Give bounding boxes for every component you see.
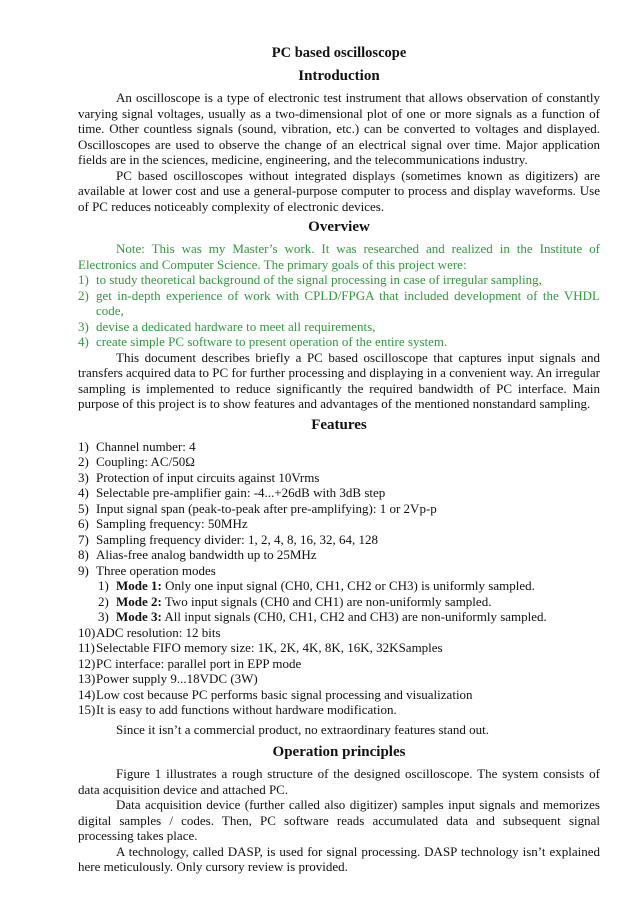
list-text: Channel number: 4 (96, 438, 196, 454)
list-item (78, 625, 600, 641)
mode-label: Mode 1: (116, 578, 162, 593)
list-item (78, 671, 600, 687)
list-number: 6) (78, 516, 89, 531)
list-text: Selectable FIFO memory size: 1K, 2K, 4K, 8K, 16K, 32KSamples (96, 640, 443, 655)
list-text: Two input signals (CH0 and CH1) are non-uniformly sampled. (161, 593, 492, 609)
list-item (78, 334, 600, 350)
list-item (78, 454, 600, 470)
list-text: It is easy to add functions without hardware modification. (96, 702, 397, 717)
list-number: 2) (78, 454, 89, 469)
introduction-heading: Introduction (298, 68, 380, 84)
list-item (78, 470, 600, 486)
list-item (78, 439, 600, 455)
list-text: PC interface: parallel port in EPP mode (96, 655, 302, 671)
list-number: 12) (78, 655, 96, 671)
features-heading: Features (311, 416, 367, 433)
overview-note: Note: This was my Master’s work. It was researched and realized in the Institute of Electronics and Computer Science. The primary goals of this project were: (78, 241, 600, 272)
list-item (78, 563, 600, 579)
list-text: ADC resolution: 12 bits (96, 624, 221, 640)
list-number: 8) (78, 547, 89, 562)
mode-label: Mode 3: (116, 609, 162, 624)
overview-heading: Overview (308, 219, 370, 235)
list-number: 1) (78, 438, 89, 454)
list-item (78, 485, 600, 501)
list-number: 2) (78, 287, 89, 303)
list-number: 2) (98, 593, 109, 609)
list-number: 3) (78, 318, 89, 334)
list-number: 10) (78, 624, 96, 640)
list-item (78, 594, 600, 610)
document-title: PC based oscilloscope (271, 45, 407, 61)
list-item (78, 288, 600, 319)
list-text: Coupling: AC/50Ω (96, 454, 195, 469)
list-text: Three operation modes (96, 562, 216, 578)
list-number: 15) (78, 702, 96, 717)
list-text: Protection of input circuits against 10Vrms (96, 469, 320, 485)
features-list (78, 439, 600, 579)
list-number: 14) (78, 686, 96, 702)
list-item (78, 702, 600, 718)
list-item (78, 272, 600, 288)
mode-label: Mode 2: (116, 593, 162, 609)
list-item (78, 516, 600, 532)
list-item (78, 656, 600, 672)
list-number: 1) (78, 272, 89, 287)
list-number: 1) (98, 578, 109, 593)
list-item (78, 687, 600, 703)
list-item (78, 640, 600, 656)
list-item (78, 578, 600, 594)
list-text: create simple PC software to present operation of the entire system. (96, 334, 448, 349)
list-number: 13) (78, 671, 96, 686)
list-text: Selectable pre-amplifier gain: -4...+26dB with 3dB step (96, 485, 386, 500)
list-text: Only one input signal (CH0, CH1, CH2 or CH3) is uniformly sampled. (161, 578, 535, 593)
list-number: 4) (78, 334, 89, 349)
list-text: Input signal span (peak-to-peak after pre-amplifying): 1 or 2Vp-p (96, 500, 437, 516)
list-number: 3) (78, 469, 89, 485)
list-text: Sampling frequency divider: 1, 2, 4, 8, 16, 32, 64, 128 (96, 531, 378, 547)
list-text: get in-depth experience of work with CPLD/FPGA that included development of the VHDL code, (96, 287, 600, 318)
list-text: devise a dedicated hardware to meet all requirements, (96, 318, 376, 334)
introduction-paragraph-2: PC based oscilloscopes without integrated displays (sometimes known as digitizers) are available at lower cost and use a general-purpose computer to process and display waveforms. Use of PC reduces noticeably complexity of electronic devices. (78, 167, 600, 214)
project-goals-list (78, 272, 600, 350)
list-text: to study theoretical background of the signal processing in case of irregular sampling, (96, 272, 542, 287)
list-item (78, 532, 600, 548)
list-text: Alias-free analog bandwidth up to 25MHz (96, 547, 317, 562)
introduction-paragraph-1: An oscilloscope is a type of electronic test instrument that allows observation of constantly varying signal voltages, usually as a two-dimensional plot of one or more signals as a function of time. Other countless signals (sound, vibration, etc.) can be converted to voltages and displayed. Oscilloscopes are used to observe the change of an electrical signal over time. Major application fields are in the sciences, medicine, engineering, and the telecommunications industry. (78, 90, 600, 167)
list-number: 3) (98, 609, 109, 624)
operation-paragraph-1: Figure 1 illustrates a rough structure of the designed oscilloscope. The system consists of data acquisition device and attached PC. (78, 766, 600, 797)
list-item (78, 609, 600, 625)
operation-modes-list (78, 578, 600, 625)
list-item (78, 547, 600, 563)
overview-paragraph: This document describes briefly a PC based oscilloscope that captures input signals and transfers acquired data to PC for further processing and displaying in a convenient way. An irregular sampling is implemented to reduce significantly the required bandwidth of PC interface. Main purpose of this project is to show features and advantages of the mentioned nonstandard sampling. (78, 349, 600, 411)
list-text: All input signals (CH0, CH1, CH2 and CH3) are non-uniformly sampled. (161, 609, 547, 624)
list-item (78, 319, 600, 335)
list-number: 5) (78, 500, 89, 516)
features-closing-remark: Since it isn’t a commercial product, no extraordinary features stand out. (116, 721, 490, 737)
list-text: Low cost because PC performs basic signal processing and visualization (96, 686, 473, 702)
features-list-continued (78, 625, 600, 718)
list-number: 7) (78, 531, 89, 547)
list-text: Power supply 9...18VDC (3W) (96, 671, 258, 686)
list-item (78, 501, 600, 517)
list-text: Sampling frequency: 50MHz (96, 516, 248, 531)
operation-paragraph-2: Data acquisition device (further called also digitizer) samples input signals and memorizes digital samples / codes. Then, PC software reads accumulated data and subsequent signal processing takes place. (78, 797, 600, 843)
operation-paragraph-3: A technology, called DASP, is used for signal processing. DASP technology isn’t explained here meticulously. Only cursory review is provided. (78, 843, 600, 874)
list-number: 9) (78, 562, 89, 578)
list-number: 11) (78, 640, 95, 655)
operation-principles-heading: Operation principles (272, 744, 406, 760)
list-number: 4) (78, 485, 89, 500)
